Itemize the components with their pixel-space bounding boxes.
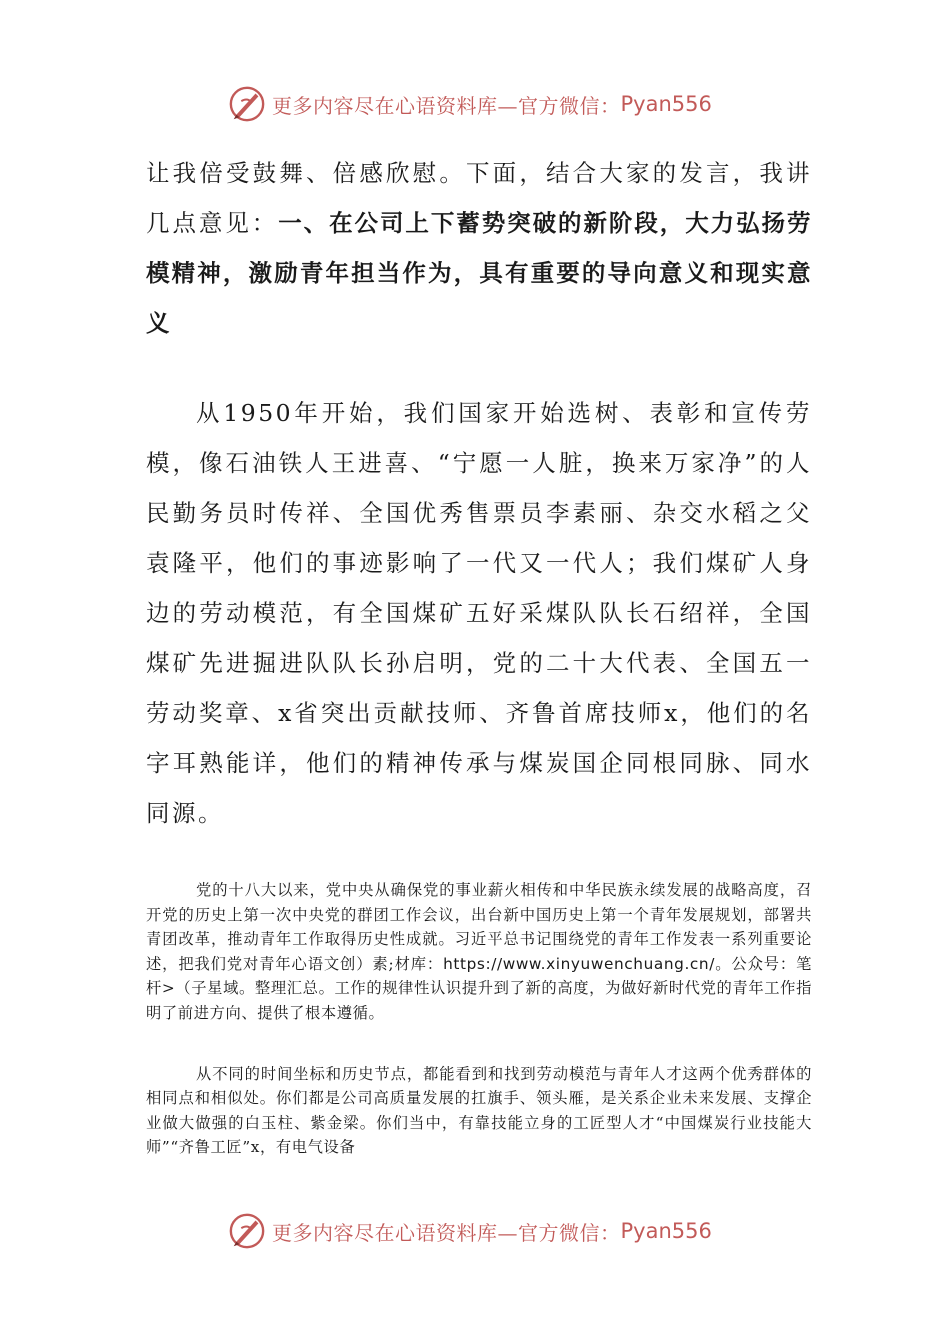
pen-logo-icon	[228, 85, 266, 123]
banner-wechat-id: Pyan556	[620, 1219, 712, 1243]
paragraph-1-text: 让我倍受鼓舞、倍感欣慰。下面，结合大家的发言，我讲几点意见：	[146, 159, 812, 237]
banner-wechat-id: Pyan556	[620, 92, 712, 116]
section-heading-1: 一、在公司上下蓄势突破的新阶段，大力弘扬劳模精神，激励青年担当作为，具有重要的导向意义和现实意义	[146, 209, 813, 337]
paragraph-1	[146, 148, 812, 348]
pen-logo-icon	[228, 1212, 266, 1250]
header-banner	[228, 84, 712, 124]
paragraph-3-text-b: 。公众号：笔杆>（子星域。整理汇总。工作的规律性认识提升到了新的高度，为做好新时代党的青年工作指明了前进方向、提供了根本遵循。	[146, 954, 812, 1022]
paragraph-3-text-a: 党的十八大以来，党中央从确保党的事业薪火相传和中华民族永续发展的战略高度，召开党的历史上第一次中央党的群团工作会议，出台新中国历史上第一个青年发展规划，部署共青团改革，推动青年工作取得历史性成就。习近平总书记围绕党的青年工作发表一系列重要论述，把我们党对青年心语文创）素;材库：	[146, 881, 812, 973]
document-body	[146, 148, 812, 1160]
paragraph-3-url: https://www.xinyuwenchuang.cn/	[443, 954, 715, 973]
footer-banner	[228, 1211, 712, 1251]
paragraph-2: 从1950年开始，我们国家开始选树、表彰和宣传劳模，像石油铁人王进喜、“宁愿一人脏，换来万家净”的人民勤务员时传祥、全国优秀售票员李素丽、杂交水稻之父袁隆平，他们的事迹影响了一代又一代人；我们煤矿人身边的劳动模范，有全国煤矿五好采煤队队长石绍祥，全国煤矿先进掘进队队长孙启明，党的二十大代表、全国五一劳动奖章、x省突出贡献技师、齐鲁首席技师x，他们的名字耳熟能详，他们的精神传承与煤炭国企同根同脉、同水同源。	[146, 399, 812, 827]
banner-text: 更多内容尽在心语资料库—官方微信：	[272, 1220, 621, 1245]
banner-text: 更多内容尽在心语资料库—官方微信：	[272, 93, 621, 118]
paragraph-4: 从不同的时间坐标和历史节点，都能看到和找到劳动模范与青年人才这两个优秀群体的相同点和相似处。你们都是公司高质量发展的扛旗手、领头雁，是关系企业未来发展、支撑企业做大做强的白玉柱、紫金梁。你们当中，有靠技能立身的工匠型人才“中国煤炭行业技能大师”“齐鲁工匠”x，有电气设备	[146, 1064, 812, 1157]
paragraph-3	[146, 878, 812, 1026]
